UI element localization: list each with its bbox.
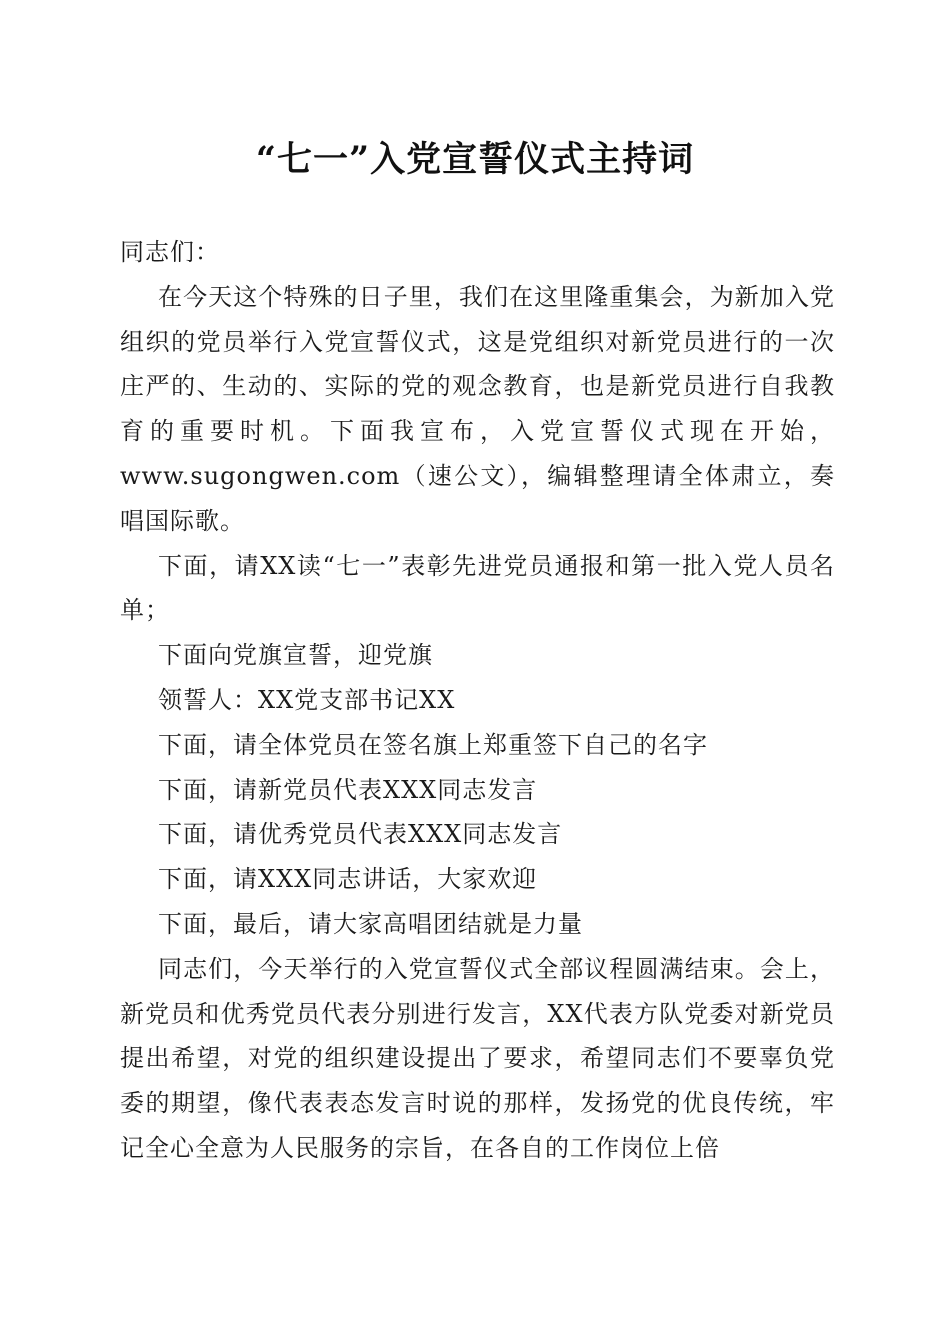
paragraph-signing: 下面，请全体党员在签名旗上郑重签下自己的名字 <box>158 730 708 759</box>
paragraph-oath-leader: 领誓人：XX党支部书记XX <box>158 685 456 714</box>
paragraph-reading: 下面，请XX读“七一”表彰先进党员通报和第一批入党人员名单； <box>120 551 835 625</box>
paragraph-closing: 同志们，今天举行的入党宣誓仪式全部议程圆满结束。会上，新党员和优秀党员代表分别进行发言，XX代表方队党委对新党员提出希望，对党的组织建设提出了要求，希望同志们不要辜负党委的期望，像代表表态发言时说的那样，发扬党的优良传统，牢记全心全意为人民服务的宗旨，在各自的工作岗位上倍 <box>120 954 835 1162</box>
paragraph-flag-oath: 下面向党旗宣誓，迎党旗 <box>158 641 433 670</box>
salutation: 同志们： <box>120 238 220 266</box>
paragraph-opening: 在今天这个特殊的日子里，我们在这里隆重集会，为新加入党组织的党员举行入党宣誓仪式，这是党组织对新党员进行的一次庄严的、生动的、实际的党的观念教育，也是新党员进行自我教育的重要时机。下面我宣布，入党宣誓仪式现在开始，www.sugongwen.com（速公文），编辑整理请全体肃立，奏唱国际歌。 <box>120 282 835 535</box>
paragraph-excellent-member-speech: 下面，请优秀党员代表XXX同志发言 <box>158 820 563 849</box>
paragraph-song: 下面，最后，请大家高唱团结就是力量 <box>158 909 583 938</box>
paragraph-leader-speech: 下面，请XXX同志讲话，大家欢迎 <box>158 865 538 894</box>
paragraph-new-member-speech: 下面，请新党员代表XXX同志发言 <box>158 775 538 804</box>
document-title: “七一”入党宣誓仪式主持词 <box>255 139 695 180</box>
document-body <box>120 230 835 1171</box>
